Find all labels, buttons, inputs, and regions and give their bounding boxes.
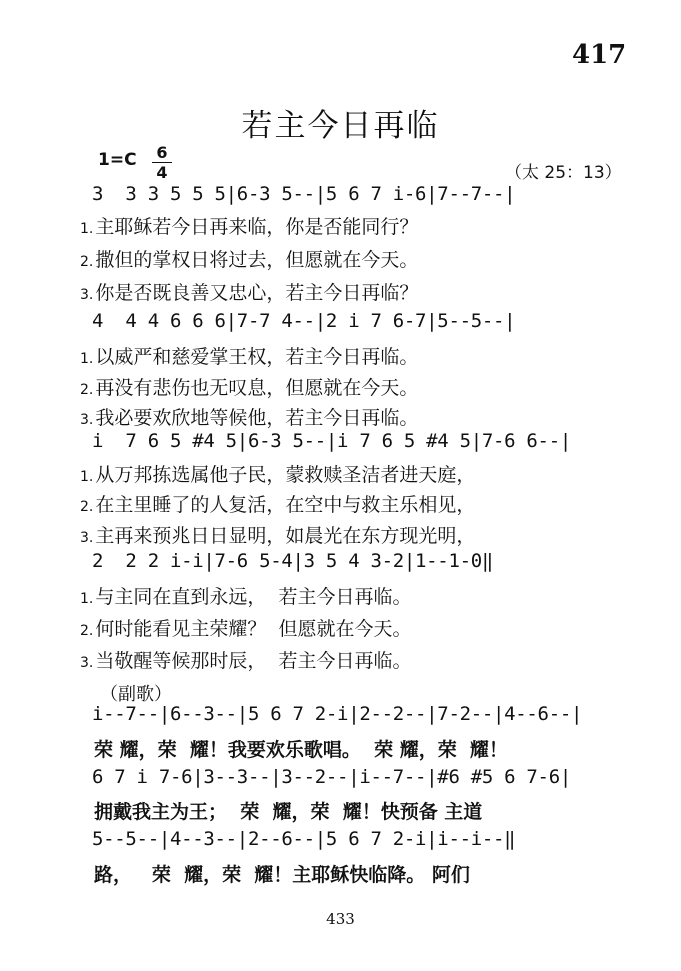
lyric-text: 主再来预兆日日显明，如晨光在东方现光明， [95, 525, 476, 547]
lyric-text: 与主同在直到永远， 若主今日再临。 [95, 586, 412, 608]
lyric-line [80, 212, 418, 239]
refrain-notation-line: 5--5--|4--3--|2--6--|5 6 7 2-i|i--i--‖ [92, 828, 516, 850]
refrain-label: （副歌） [100, 684, 172, 705]
verse-number: 1. [80, 591, 94, 607]
notation-line: 3 3 3 5 5 5|6-3 5--|5 6 7 i-6|7--7--| [92, 183, 516, 205]
verse-number: 2. [80, 499, 94, 515]
lyric-line [80, 582, 411, 609]
refrain-notation-line: i--7--|6--3--|5 6 7 2-i|2--2--|7-2--|4--6--| [92, 703, 583, 725]
lyric-line [80, 373, 418, 400]
page-number: 417 [572, 40, 627, 70]
time-signature [152, 144, 172, 181]
lyric-text: 再没有悲伤也无叹息，但愿就在今天。 [95, 377, 419, 399]
verse-number: 1. [80, 469, 94, 485]
lyric-line [80, 460, 475, 487]
lyric-text: 在主里睡了的人复活，在空中与救主乐相见， [95, 494, 476, 516]
key-signature: 1=C [98, 150, 137, 170]
lyric-text: 以威严和慈爱掌王权，若主今日再临。 [95, 346, 419, 368]
notation-line: 4 4 4 6 6 6|7-7 4--|2 i 7 6-7|5--5--| [92, 310, 516, 332]
verse-number: 3. [80, 412, 94, 428]
refrain-lyric-line: 拥戴我主为王； 荣 耀，荣 耀！快预备 主道 [94, 801, 483, 823]
verse-number: 3. [80, 287, 94, 303]
lyric-text: 你是否既良善又忠心，若主今日再临？ [95, 282, 419, 304]
lyric-line [80, 342, 418, 369]
refrain-notation-line: 6 7 i 7-6|3--3--|3--2--|i--7--|#6 #5 6 7-6| [92, 766, 571, 788]
meter-top: 6 [156, 143, 168, 162]
refrain-lyric-line: 路， 荣 耀，荣 耀！主耶稣快临降。 阿们 [94, 864, 470, 886]
lyric-line [80, 614, 411, 641]
lyric-line [80, 521, 475, 548]
verse-number: 2. [80, 254, 94, 270]
verse-number: 3. [80, 530, 94, 546]
lyric-text: 我必要欢欣地等候他，若主今日再临。 [95, 407, 419, 429]
verse-number: 2. [80, 623, 94, 639]
verse-number: 2. [80, 382, 94, 398]
verse-number: 1. [80, 221, 94, 237]
verse-number: 3. [80, 655, 94, 671]
lyric-line [80, 245, 418, 272]
notation-line: 2 2 2 i-i|7-6 5-4|3 5 4 3-2|1--1-0‖ [92, 550, 494, 572]
footer-page-number: 433 [326, 910, 355, 928]
lyric-line [80, 646, 411, 673]
lyric-text: 从万邦拣选属他子民，蒙救赎圣洁者进天庭， [95, 464, 476, 486]
lyric-text: 撒但的掌权日将过去，但愿就在今天。 [95, 249, 419, 271]
verse-number: 1. [80, 351, 94, 367]
lyric-line [80, 278, 418, 305]
lyric-line [80, 403, 418, 430]
scripture-reference: （太 25：13） [505, 163, 622, 183]
lyric-text: 何时能看见主荣耀？ 但愿就在今天。 [95, 618, 412, 640]
refrain-lyric-line: 荣 耀，荣 耀！我要欢乐歌唱。 荣 耀，荣 耀！ [94, 739, 508, 761]
lyric-line [80, 490, 475, 517]
meter-bottom: 4 [156, 163, 168, 182]
song-title: 若主今日再临 [241, 108, 440, 144]
lyric-text: 当敬醒等候那时辰， 若主今日再临。 [95, 650, 412, 672]
lyric-text: 主耶稣若今日再来临，你是否能同行？ [95, 216, 419, 238]
notation-line: i 7 6 5 #4 5|6-3 5--|i 7 6 5 #4 5|7-6 6--| [92, 430, 571, 452]
